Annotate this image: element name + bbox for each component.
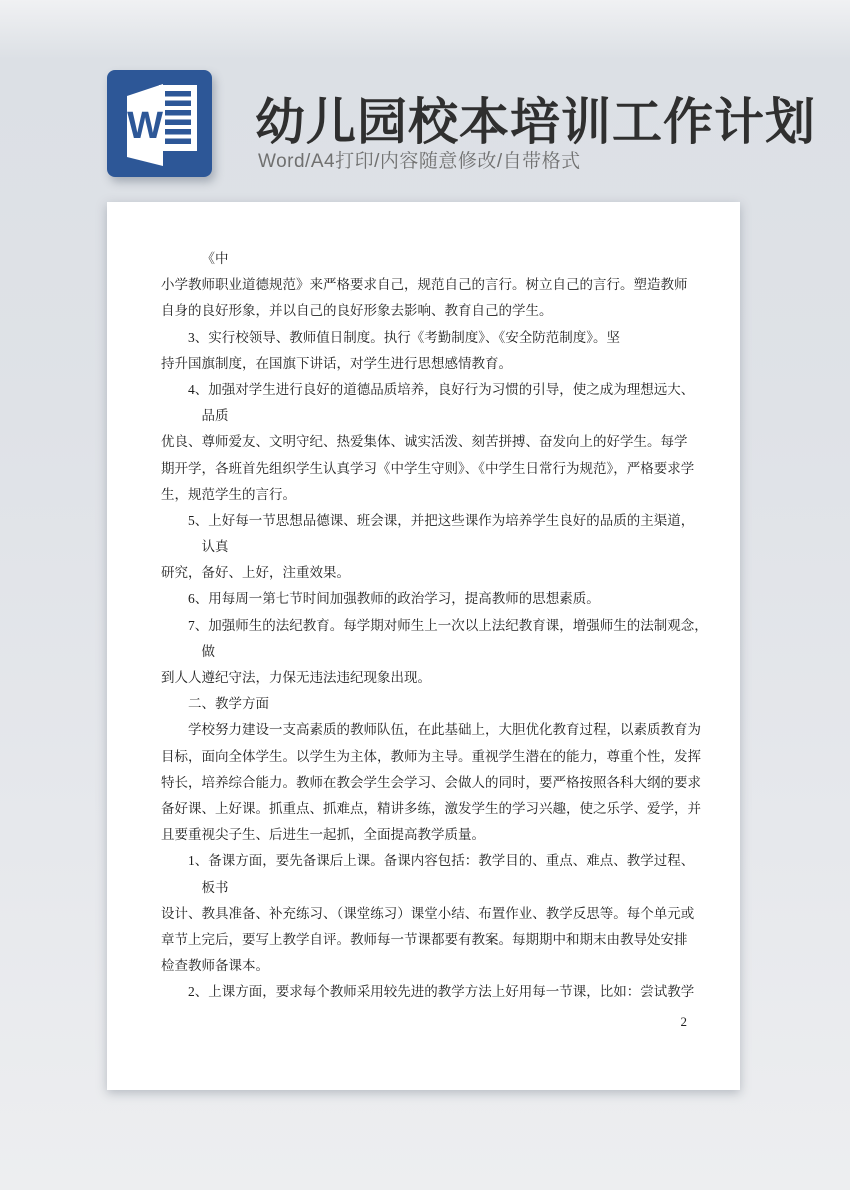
page-subtitle: Word/A4打印/内容随意修改/自带格式	[258, 151, 581, 172]
word-icon-letter: W	[127, 105, 163, 147]
document-line: 特长，培养综合能力。教师在教会学生会学习、会做人的同时，要严格按照各科大纲的要求	[161, 774, 701, 790]
document-line: 持升国旗制度，在国旗下讲话，对学生进行思想感情教育。	[161, 355, 512, 371]
document-line: 章节上完后，要写上教学自评。教师每一节课都要有教案。每期期中和期末由教导处安排	[161, 931, 688, 947]
header	[0, 0, 850, 200]
page-number: 2	[680, 1014, 687, 1030]
document-line: 学校努力建设一支高素质的教师队伍，在此基础上，大胆优化教育过程，以素质教育为	[188, 722, 701, 738]
document-line: 4、加强对学生进行良好的道德品质培养，良好行为习惯的引导，使之成为理想远大、	[188, 381, 695, 397]
word-icon	[107, 70, 212, 177]
document-line: 设计、教具准备、补充练习、（课堂练习）课堂小结、布置作业、教学反思等。每个单元或	[161, 905, 695, 921]
document-line: 小学教师职业道德规范》来严格要求自己，规范自己的言行。树立自己的言行。塑造教师	[161, 277, 688, 293]
document-line: 3、实行校领导、教师值日制度。执行《考勤制度》、《安全防范制度》。坚	[188, 329, 620, 345]
document-line: 做	[201, 643, 215, 659]
document-line: 到人人遵纪守法，力保无违法违纪现象出现。	[161, 670, 431, 685]
document-line: 2、上课方面，要求每个教师采用较先进的教学方法上好用每一节课，比如：尝试教学	[188, 984, 695, 1000]
document-line: 7、加强师生的法纪教育。每学期对师生上一次以上法纪教育课，增强师生的法制观念，	[188, 617, 708, 633]
document-line: 5、上好每一节思想品德课、班会课，并把这些课作为培养学生良好的品质的主渠道，	[188, 512, 695, 528]
document-page	[107, 202, 740, 1090]
document-line: 期开学，各班首先组织学生认真学习《中学生守则》、《中学生日常行为规范》，严格要求学	[161, 460, 695, 476]
document-line: 目标，面向全体学生。以学生为主体，教师为主导。重视学生潜在的能力，尊重个性，发挥	[161, 748, 701, 764]
document-line: 生，规范学生的言行。	[161, 486, 296, 502]
document-line: 1、备课方面，要先备课后上课。备课内容包括：教学目的、重点、难点、教学过程、	[188, 853, 695, 869]
document-line: 二、教学方面	[188, 696, 269, 712]
document-line: 备好课、上好课。抓重点、抓难点，精讲多练，激发学生的学习兴趣，使之乐学、爱学，并	[161, 800, 701, 816]
document-line: 认真	[201, 539, 229, 555]
document-line: 6、用每周一第七节时间加强教师的政治学习，提高教师的思想素质。	[188, 591, 600, 607]
document-line: 检查教师备课本。	[161, 958, 269, 974]
document-line: 《中	[201, 251, 229, 266]
document-line: 优良、尊师爱友、文明守纪、热爱集体、诚实活泼、刻苦拼搏、奋发向上的好学生。每学	[161, 434, 688, 450]
document-line: 且要重视尖子生、后进生一起抓，全面提高教学质量。	[161, 827, 485, 843]
document-line: 品质	[201, 408, 229, 424]
page-title: 幼儿园校本培训工作计划	[255, 94, 816, 150]
document-line: 研究，备好、上好，注重效果。	[161, 565, 350, 581]
document-line: 板书	[201, 879, 229, 895]
document-line: 自身的良好形象，并以自己的良好形象去影响、教育自己的学生。	[161, 303, 553, 319]
